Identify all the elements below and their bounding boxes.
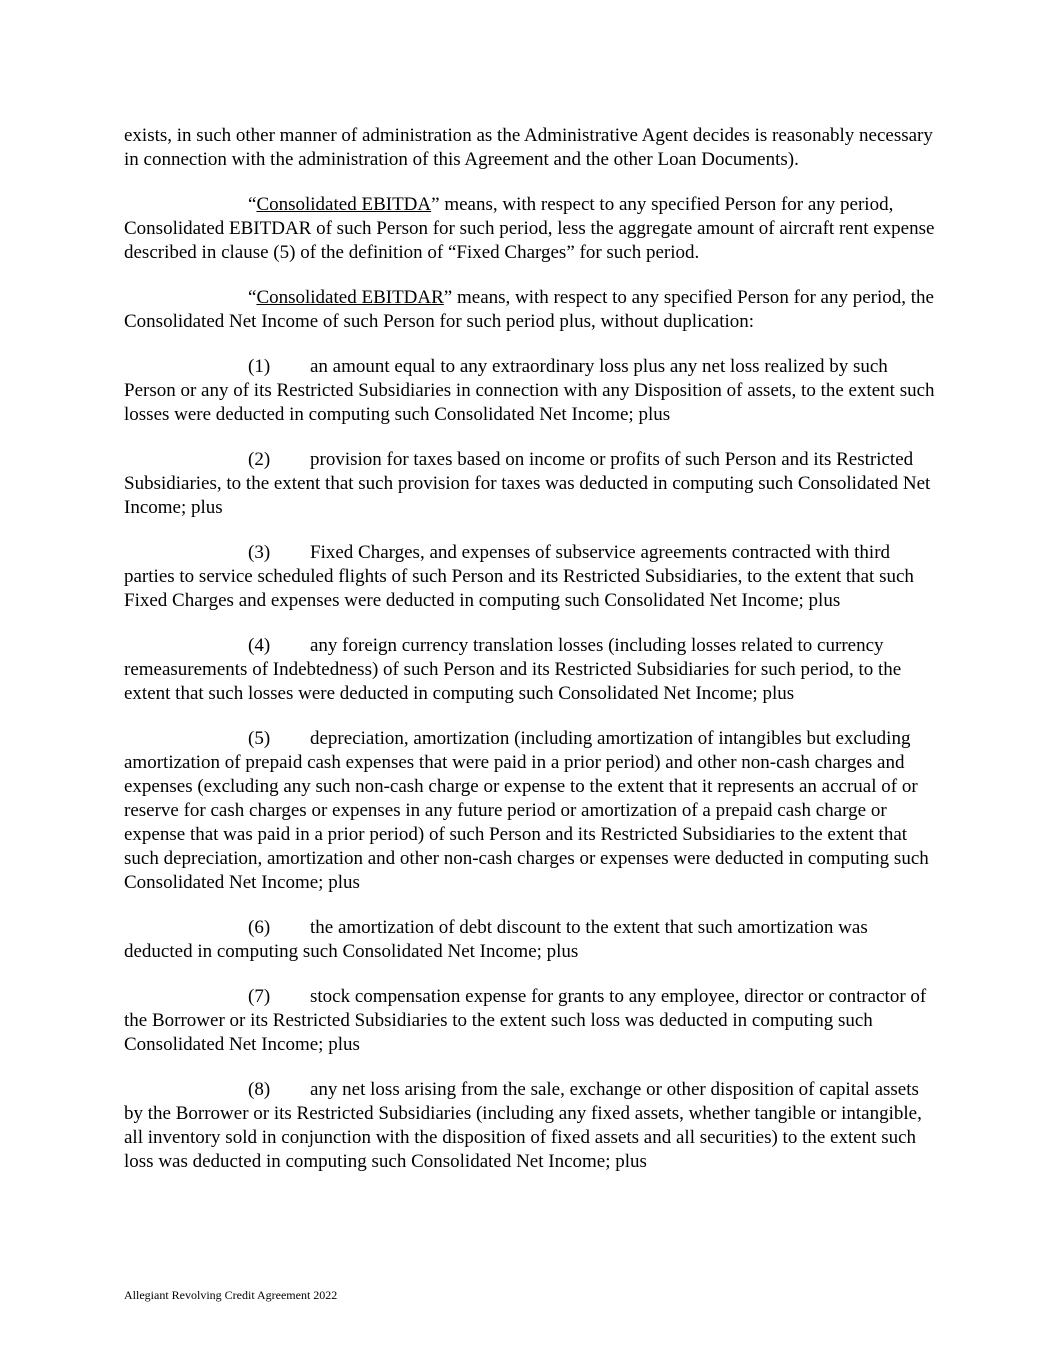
clause-text: any net loss arising from the sale, exchange or other disposition of capital assets by the Borrower or its Restricted Subsidiaries (including any fixed assets, whether tangible or intangible, all inventory sold in conjunction with the disposition of fixed assets and all securities) to the extent such loss was deducted in computing such Consolidated Net Income; plus [124,1079,922,1172]
defined-term: Consolidated EBITDA [256,194,432,215]
open-quote: “ [248,287,257,308]
clause-number: (8) [248,1079,271,1100]
close-quote: ” [431,194,440,215]
clause-number: (4) [248,635,271,656]
clause-3 [124,541,936,613]
clause-1 [124,355,936,427]
continuation-paragraph: exists, in such other manner of administration as the Administrative Agent decides is reasonably necessary in connection with the administration of this Agreement and the other Loan Documents). [124,125,933,170]
open-quote: “ [248,194,257,215]
clause-text: the amortization of debt discount to the extent that such amortization was deducted in computing such Consolidated Net Income; plus [124,917,868,962]
clause-8 [124,1078,936,1174]
page-footer: Allegiant Revolving Credit Agreement 2022 [124,1288,338,1302]
close-quote: ” [443,287,453,308]
clause-text: any foreign currency translation losses (including losses related to currency remeasurements of Indebtedness) of such Person and its Restricted Subsidiaries for such period, to the extent that such losses were deducted in computing such Consolidated Net Income; plus [124,635,902,704]
clause-text: Fixed Charges, and expenses of subservice agreements contracted with third parties to service scheduled flights of such Person and its Restricted Subsidiaries, to the extent that such Fixed Charges and expenses were deducted in computing such Consolidated Net Income; plus [124,542,914,611]
defined-term: Consolidated EBITDAR [256,287,444,308]
clause-text: depreciation, amortization (including amortization of intangibles but excluding amortization of prepaid cash expenses that were paid in a prior period) and other non-cash charges and expenses (excluding any such non-cash charge or expense to the extent that it represents an accrual of or reserve for cash charges or expenses in any future period or amortization of a prepaid cash charge or expense that was paid in a prior period) of such Person and its Restricted Subsidiaries to the extent that such depreciation, amortization and other non-cash charges or expenses were deducted in computing such Consolidated Net Income; plus [124,728,929,893]
document-page [124,124,936,1195]
clause-text: stock compensation expense for grants to any employee, director or contractor of the Borrower or its Restricted Subsidiaries to the extent such loss was deducted in computing such Consolidated Net Income; plus [124,986,927,1055]
clause-number: (7) [248,986,271,1007]
clause-5 [124,727,936,895]
clause-number: (1) [248,356,271,377]
clause-number: (2) [248,449,271,470]
clause-text: provision for taxes based on income or profits of such Person and its Restricted Subsidiaries, to the extent that such provision for taxes was deducted in computing such Consolidated Net Income; plus [124,449,931,518]
clause-number: (5) [248,728,271,749]
clause-7 [124,985,936,1057]
clause-number: (6) [248,917,271,938]
definition-text: means, with respect to any specified Person for any period, the Consolidated Net Income of such Person for such period plus, without duplication: [124,287,934,332]
clause-4 [124,634,936,706]
clause-text: an amount equal to any extraordinary loss plus any net loss realized by such Person or any of its Restricted Subsidiaries in connection with any Disposition of assets, to the extent such losses were deducted in computing such Consolidated Net Income; plus [124,356,935,425]
definition-text: means, with respect to any specified Person for any period, Consolidated EBITDAR of such Person for such period, less the aggregate amount of aircraft rent expense described in clause (5) of the definition of “Fixed Charges” for such period. [124,194,935,263]
definition-consolidated-ebitdar [124,286,936,334]
clause-number: (3) [248,542,271,563]
clause-2 [124,448,936,520]
clause-6 [124,916,936,964]
definition-consolidated-ebitda [124,193,936,265]
